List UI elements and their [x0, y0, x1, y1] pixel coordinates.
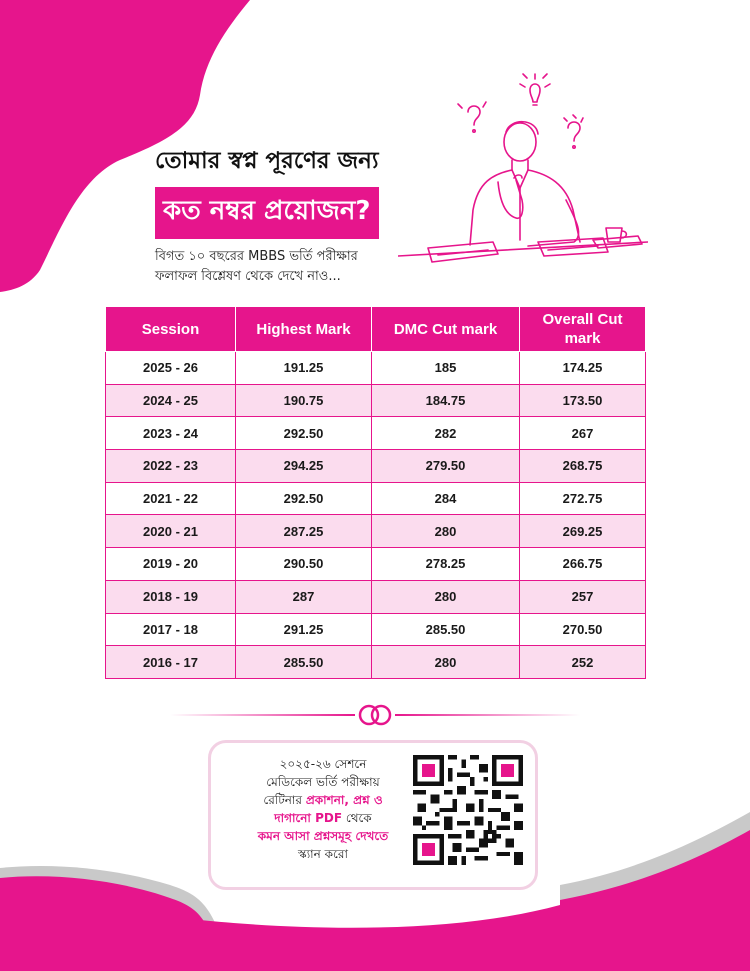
cell-highest: 287.25	[236, 515, 372, 548]
cell-dmc: 285.50	[372, 613, 520, 646]
cell-overall: 272.75	[520, 482, 646, 515]
thinking-student-icon	[398, 70, 648, 280]
cell-session: 2018 - 19	[106, 580, 236, 613]
cell-overall: 173.50	[520, 384, 646, 417]
header-dmc-cut-mark: DMC Cut mark	[372, 307, 520, 352]
cell-overall: 174.25	[520, 352, 646, 385]
subtitle-line-2: ফলাফল বিশ্লেষণ থেকে দেখে নাও...	[155, 269, 341, 284]
cell-session: 2023 - 24	[106, 417, 236, 450]
cell-dmc: 185	[372, 352, 520, 385]
subtitle-line-1: বিগত ১০ বছরের MBBS ভর্তি পরীক্ষার	[155, 249, 358, 264]
table-row	[106, 384, 646, 417]
cell-highest: 294.25	[236, 450, 372, 483]
cell-highest: 292.50	[236, 417, 372, 450]
cell-highest: 292.50	[236, 482, 372, 515]
qr-card-text	[223, 755, 423, 863]
cell-highest: 287	[236, 580, 372, 613]
cell-overall: 257	[520, 580, 646, 613]
cell-session: 2017 - 18	[106, 613, 236, 646]
cell-dmc: 282	[372, 417, 520, 450]
cell-session: 2024 - 25	[106, 384, 236, 417]
table-row	[106, 613, 646, 646]
cell-highest: 190.75	[236, 384, 372, 417]
cell-overall: 252	[520, 646, 646, 679]
cell-dmc: 279.50	[372, 450, 520, 483]
cell-session: 2016 - 17	[106, 646, 236, 679]
ring-divider	[170, 700, 580, 730]
cell-dmc: 278.25	[372, 548, 520, 581]
cell-session: 2022 - 23	[106, 450, 236, 483]
cell-overall: 266.75	[520, 548, 646, 581]
cell-dmc: 280	[372, 646, 520, 679]
table-row	[106, 352, 646, 385]
headline-subtitle	[155, 247, 415, 287]
cell-dmc: 284	[372, 482, 520, 515]
qr-text-line-1: ২০২৫-২৬ সেশনে	[279, 757, 367, 771]
header-overall-cut-mark: Overall Cut mark	[520, 307, 646, 352]
headline-block	[155, 142, 415, 287]
cell-overall: 270.50	[520, 613, 646, 646]
qr-text-line-4b: থেকে	[342, 811, 372, 825]
table-header-row	[106, 307, 646, 352]
cell-dmc: 184.75	[372, 384, 520, 417]
cell-highest: 191.25	[236, 352, 372, 385]
qr-text-line-5: কমন আসা প্রশ্নসমূহ দেখতে	[257, 829, 389, 843]
cut-marks-table	[105, 306, 646, 679]
table-row	[106, 580, 646, 613]
table-row	[106, 450, 646, 483]
table-row	[106, 548, 646, 581]
bottom-left-wave	[0, 876, 220, 971]
qr-text-line-3a: রেটিনার	[263, 793, 306, 807]
cell-session: 2019 - 20	[106, 548, 236, 581]
bottom-band	[200, 905, 560, 971]
headline-highlight: কত নম্বর প্রয়োজন?	[155, 187, 379, 239]
header-session: Session	[106, 307, 236, 352]
cell-session: 2020 - 21	[106, 515, 236, 548]
header-highest-mark: Highest Mark	[236, 307, 372, 352]
bottom-right-wave	[560, 830, 750, 971]
table-row	[106, 417, 646, 450]
headline-line-1: তোমার স্বপ্ন পূরণের জন্য	[155, 148, 379, 174]
cell-highest: 291.25	[236, 613, 372, 646]
cell-overall: 268.75	[520, 450, 646, 483]
table-row	[106, 515, 646, 548]
qr-text-line-3	[223, 791, 423, 809]
qr-text-line-4a: দাগানো PDF	[274, 811, 343, 825]
cell-dmc: 280	[372, 515, 520, 548]
table-row	[106, 482, 646, 515]
cell-session: 2021 - 22	[106, 482, 236, 515]
qr-text-line-6: স্ক্যান করো	[298, 847, 348, 861]
qr-code-icon[interactable]	[413, 755, 523, 865]
cell-overall: 269.25	[520, 515, 646, 548]
qr-text-line-4	[223, 809, 423, 827]
cell-highest: 285.50	[236, 646, 372, 679]
cell-session: 2025 - 26	[106, 352, 236, 385]
cell-overall: 267	[520, 417, 646, 450]
qr-text-line-2: মেডিকেল ভর্তি পরীক্ষায়	[266, 775, 380, 789]
cell-dmc: 280	[372, 580, 520, 613]
table-row	[106, 646, 646, 679]
cell-highest: 290.50	[236, 548, 372, 581]
qr-text-line-3b: প্রকাশনা, প্রশ্ন ও	[305, 793, 383, 807]
qr-card	[208, 740, 538, 890]
